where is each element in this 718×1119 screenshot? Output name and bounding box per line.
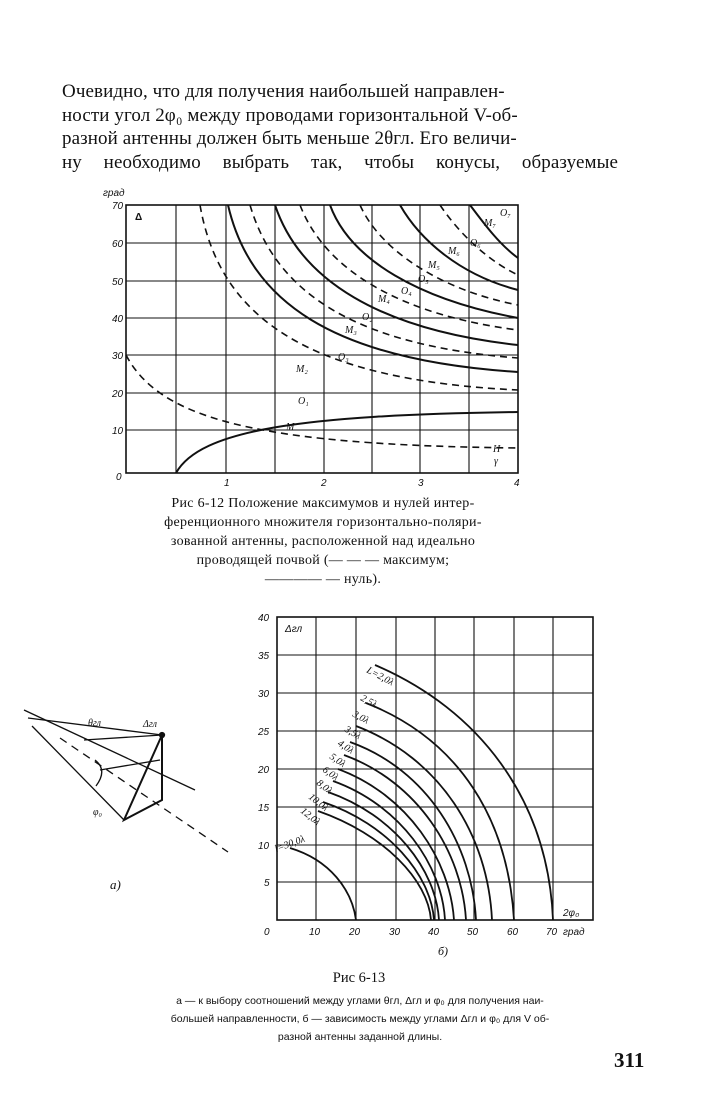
curve-label: O₁ <box>298 396 309 407</box>
figure-6-13-title: Рис 6-13 <box>332 970 386 986</box>
curve-label: γ <box>494 456 498 467</box>
caption-line: зованной антенны, расположенной над идеально <box>170 534 476 549</box>
x-tick: 0 <box>264 927 270 938</box>
y-tick: 60 <box>112 239 124 250</box>
sublabel-b: б) <box>438 944 449 958</box>
curve-label: M₇ <box>484 218 496 229</box>
caption-line: разной антенны заданной длины. <box>277 1031 443 1043</box>
y-tick: 25 <box>258 727 270 738</box>
curve-label: M <box>286 422 295 433</box>
x-tick: 60 <box>507 927 519 938</box>
curve-label: M₂ <box>296 364 308 375</box>
curve-label: O₇ <box>500 208 511 219</box>
curve-label: L=2,0λ <box>364 664 396 689</box>
y-tick: 35 <box>258 651 270 662</box>
curve-label: O₅ <box>418 274 429 285</box>
caption-line: ференционного множителя горизонтально-поляри- <box>164 515 482 530</box>
x-tick: 30 <box>389 927 401 938</box>
delta-corner-label: Δ <box>135 212 143 223</box>
curve-label: O₃ <box>338 352 349 363</box>
y-tick: 40 <box>258 613 270 624</box>
x-tick: 70 <box>546 927 558 938</box>
figure-6-13b-labels <box>257 613 585 958</box>
y-axis-label: Δгл <box>285 624 303 635</box>
curve-label: O₆ <box>470 238 481 249</box>
y-tick: 10 <box>258 841 270 852</box>
caption-line: большей направленности, б — зависимость между углами Δгл и φ₀ для V об- <box>170 1013 550 1025</box>
curve-label: 8,0λ <box>314 777 335 797</box>
paragraph-line: ности угол 2φ₀ между проводами горизонтальной V-об- <box>62 104 518 126</box>
sublabel-a: а) <box>110 877 121 892</box>
curve-label: 3,0λ <box>350 708 371 727</box>
paragraph-line: Очевидно, что для получения наибольшей направлен- <box>62 81 505 102</box>
curve-label: M₅ <box>428 260 440 271</box>
phi-label: φ₀ <box>93 807 103 818</box>
figure-6-13a-diagram <box>24 710 228 852</box>
x-tick: 40 <box>428 927 440 938</box>
y-tick: 10 <box>112 426 124 437</box>
curve-label: 5,0λ <box>327 751 348 770</box>
paragraph-line: разной антенны должен быть меньше 2θгл. Его величи- <box>62 128 517 149</box>
x-unit: град <box>563 927 585 938</box>
curve-label: H <box>493 444 501 455</box>
curve-label: 3,5λ <box>342 724 363 743</box>
y-tick: 15 <box>258 803 270 814</box>
theta-label: θгл <box>88 718 102 729</box>
y-tick: 5 <box>264 878 270 889</box>
curve-label: M₄ <box>378 294 390 305</box>
y-tick: 50 <box>112 277 124 288</box>
curve-label: 4,0λ <box>335 738 356 757</box>
y-tick: 20 <box>112 389 124 400</box>
figure-6-12-caption <box>118 494 528 589</box>
y-tick: 70 <box>112 201 124 212</box>
curve-label: 12,0λ <box>298 805 323 828</box>
y-tick: 30 <box>112 351 124 362</box>
x-tick: 1 <box>224 478 230 489</box>
y-tick: 40 <box>112 314 124 325</box>
caption-line: ———— — нуль). <box>264 572 382 587</box>
caption-line: проводящей почвой (— — — максимум; <box>196 553 450 568</box>
curve-label: l=30,0λ <box>273 833 307 855</box>
page-number: 311 <box>614 1048 645 1072</box>
x-tick: 50 <box>467 927 479 938</box>
x-tick: 3 <box>418 478 424 489</box>
curve-label: O₂ <box>362 312 373 323</box>
curve-label: M₆ <box>448 246 460 257</box>
x-tick: 10 <box>309 927 321 938</box>
curve-label: 10,0λ <box>306 791 331 814</box>
y-tick: 0 <box>116 472 122 483</box>
paragraph-line: ну необходимо выбрать так, чтобы конусы, образуемые <box>62 151 618 173</box>
x-tick: 2 <box>321 478 327 489</box>
x-tick: 20 <box>349 927 361 938</box>
x-axis-label: 2φ₀ <box>563 908 580 919</box>
delta-label: Δгл <box>143 719 157 730</box>
curve-label: M₃ <box>345 325 357 336</box>
curve-label: O₄ <box>401 286 412 297</box>
y-tick: 20 <box>258 765 270 776</box>
x-tick: 4 <box>514 478 520 489</box>
curve-label: 2,5λ <box>358 692 379 711</box>
caption-line: а — к выбору соотношений между углами θгл, Δгл и φ₀ для получения наи- <box>176 995 544 1007</box>
y-unit-label: град <box>103 188 125 199</box>
figure-6-12-labels <box>103 188 520 489</box>
caption-line: Рис 6-12 Положение максимумов и нулей интер- <box>171 496 475 511</box>
y-tick: 30 <box>258 689 270 700</box>
curve-label: 6,0λ <box>320 764 341 784</box>
figure-6-13-caption <box>30 992 690 1046</box>
